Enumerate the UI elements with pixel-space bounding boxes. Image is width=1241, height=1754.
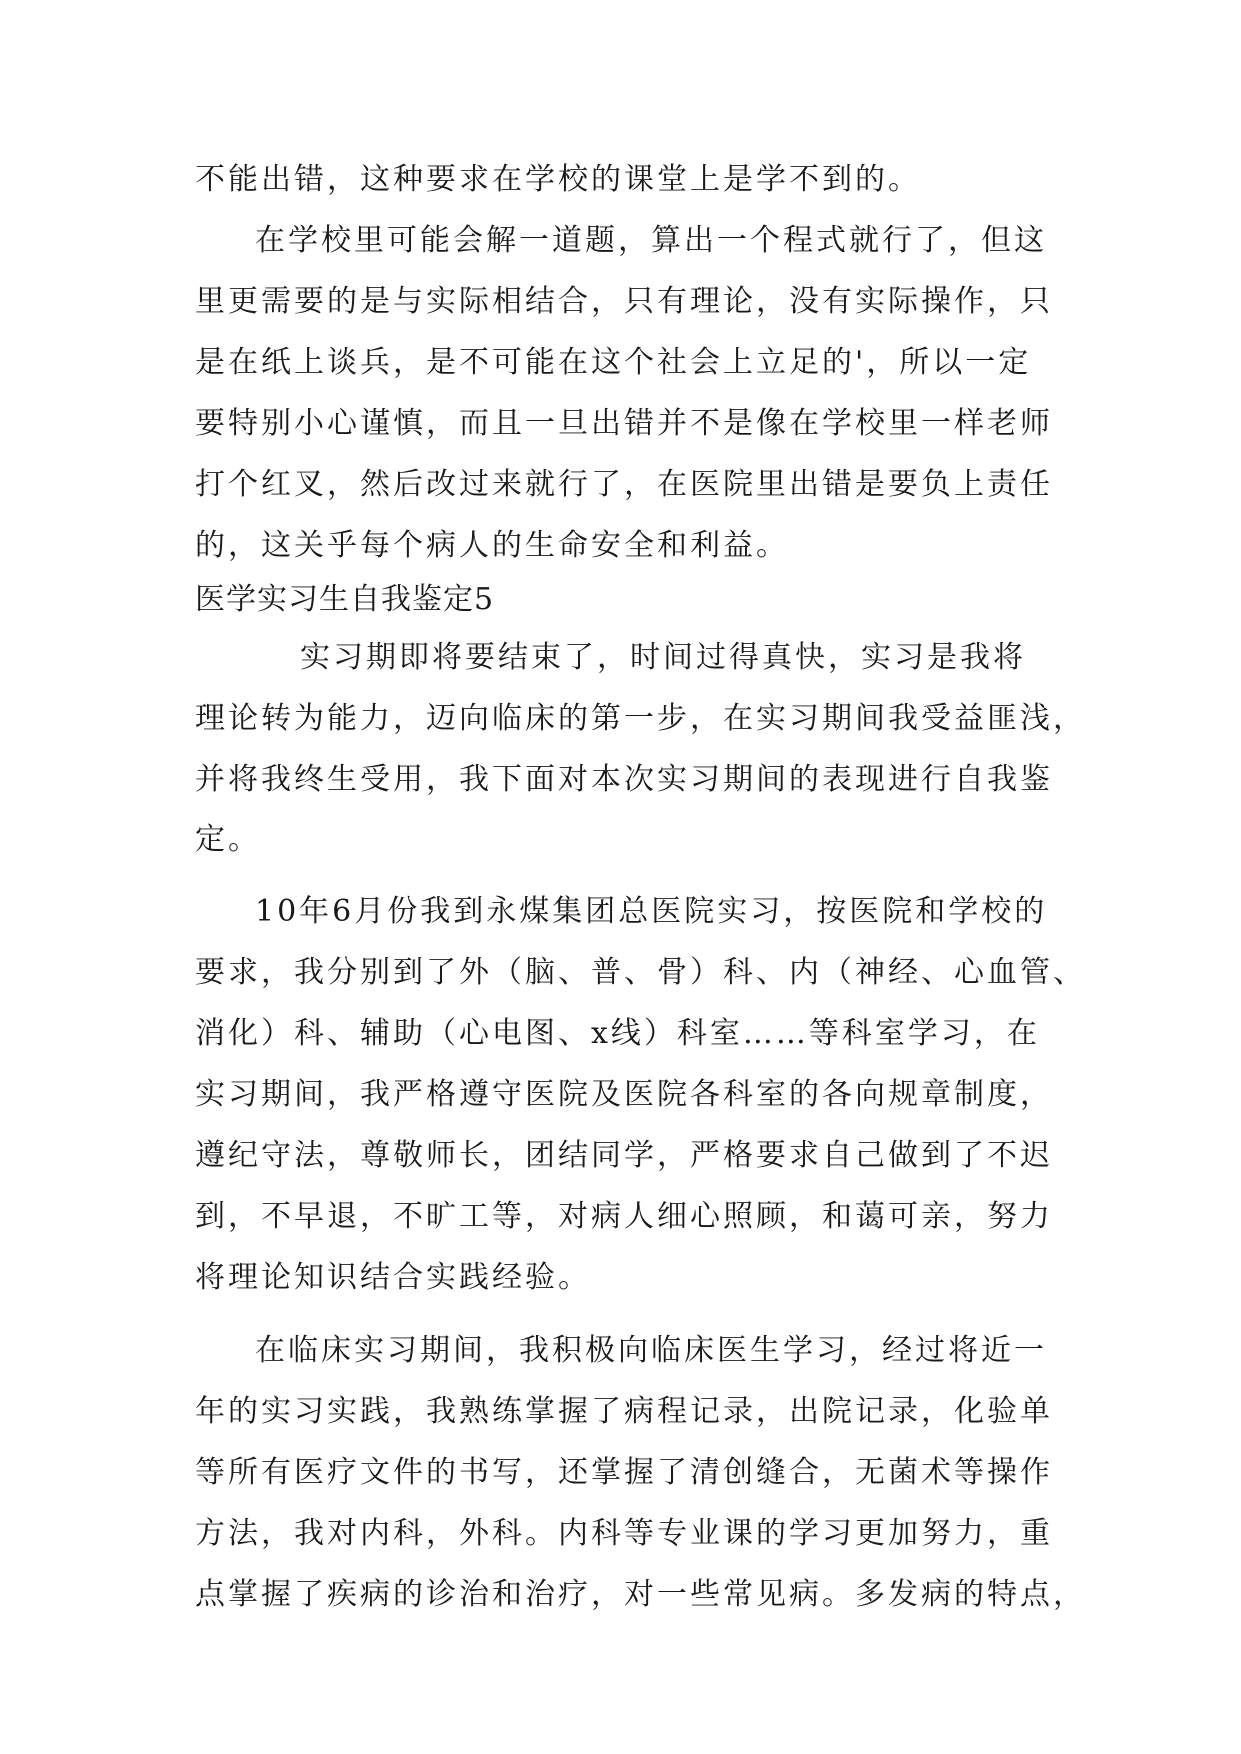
text-line: 到，不早退，不旷工等，对病人细心照顾，和蔼可亲，努力	[195, 1199, 1053, 1234]
text-line: 方法，我对内科，外科。内科等专业课的学习更加努力，重	[195, 1516, 1053, 1551]
paragraph-first-line: 实习期即将要结束了，时间过得真快，实习是我将	[300, 640, 1026, 675]
text-line: 实习期间，我严格遵守医院及医院各科室的各向规章制度，	[195, 1077, 1053, 1112]
section-heading: 医学实习生自我鉴定5	[195, 582, 495, 617]
text-line: 里更需要的是与实际相结合，只有理论，没有实际操作，只	[195, 284, 1053, 319]
text-line: 将理论知识结合实践经验。	[195, 1260, 591, 1295]
paragraph-first-line: 在学校里可能会解一道题，算出一个程式就行了，但这	[255, 223, 1047, 258]
text-line: 不能出错，这种要求在学校的课堂上是学不到的。	[195, 162, 921, 197]
text-line: 打个红叉，然后改过来就行了，在医院里出错是要负上责任	[195, 467, 1053, 502]
text-line: 消化）科、辅助（心电图、x线）科室……等科室学习，在	[195, 1016, 1040, 1051]
text-line: 等所有医疗文件的书写，还掌握了清创缝合，无菌术等操作	[195, 1455, 1053, 1490]
text-line: 是在纸上谈兵，是不可能在这个社会上立足的'，所以一定	[195, 345, 1032, 380]
text-line: 遵纪守法，尊敬师长，团结同学，严格要求自己做到了不迟	[195, 1138, 1053, 1173]
paragraph-first-line: 在临床实习期间，我积极向临床医生学习，经过将近一	[255, 1333, 1047, 1368]
text-line: 的，这关乎每个病人的生命安全和利益。	[195, 528, 789, 563]
text-line: 理论转为能力，迈向临床的第一步，在实习期间我受益匪浅，	[195, 701, 1086, 736]
text-line: 定。	[195, 822, 261, 857]
text-line: 要特别小心谨慎，而且一旦出错并不是像在学校里一样老师	[195, 406, 1053, 441]
text-line: 要求，我分别到了外（脑、普、骨）科、内（神经、心血管、	[195, 955, 1086, 990]
text-line: 并将我终生受用，我下面对本次实习期间的表现进行自我鉴	[195, 762, 1053, 797]
paragraph-first-line: 10年6月份我到永煤集团总医院实习，按医院和学校的	[255, 894, 1048, 929]
text-line: 年的实习实践，我熟练掌握了病程记录，出院记录，化验单	[195, 1394, 1053, 1429]
text-line: 点掌握了疾病的诊治和治疗，对一些常见病。多发病的特点，	[195, 1577, 1086, 1612]
